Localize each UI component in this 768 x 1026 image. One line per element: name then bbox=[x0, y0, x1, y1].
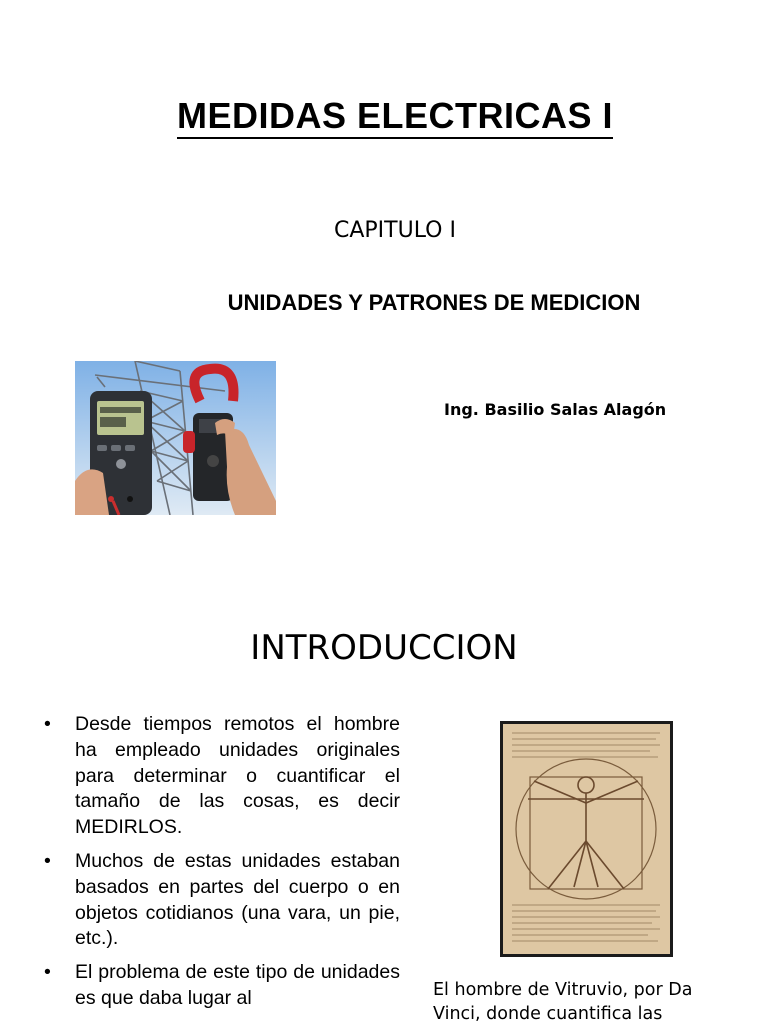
bullet-list bbox=[44, 712, 400, 1020]
multimeter-photo bbox=[75, 361, 276, 515]
main-title: MEDIDAS ELECTRICAS I bbox=[0, 94, 768, 138]
vitruvian-man-image bbox=[500, 721, 673, 957]
bullet-item: • Desde tiempos remotos el hombre ha empleado unidades originales para determinar o cuantificar el tamaño de las cosas, es decir MEDIRLOS. bbox=[44, 712, 400, 841]
bullet-item: • El problema de este tipo de unidades es que daba lugar al bbox=[44, 960, 400, 1012]
bullet-item: • Muchos de estas unidades estaban basados en partes del cuerpo o en objetos cotidianos (una vara, un pie, etc.). bbox=[44, 849, 400, 952]
author-name: Ing. Basilio Salas Alagón bbox=[444, 400, 667, 419]
introduction-heading: INTRODUCCION bbox=[250, 628, 518, 668]
subtitle: UNIDADES Y PATRONES DE MEDICION bbox=[227, 290, 641, 315]
chapter-heading: CAPITULO I bbox=[334, 218, 456, 243]
image-caption: El hombre de Vitruvio, por Da Vinci, donde cuantifica las bbox=[433, 980, 693, 1024]
